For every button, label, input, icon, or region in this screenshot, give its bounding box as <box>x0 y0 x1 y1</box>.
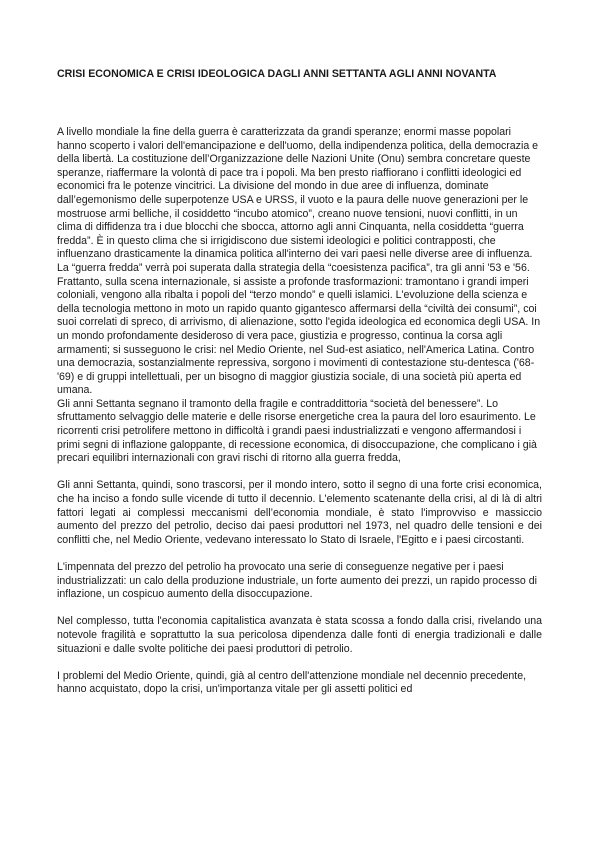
paragraph-gap <box>57 466 542 480</box>
paragraph-seventies-decline: Gli anni Settanta segnano il tramonto della fragile e contraddittoria “società del benessere”. Lo sfruttamento selvaggio delle materie e delle risorse energetiche crea la paura del loro esaurimento. Le ricorrenti crisi petrolifere mettono in difficoltà i grandi paesi industrializzati e vengono affermandosi i primi segni di inflazione galoppante, di recessione economica, di disoccupazione, che complicano i già precari equilibri internazionali con gravi rischi di ritorno alla guerra fredda, <box>57 397 537 465</box>
document-body <box>57 126 542 697</box>
paragraph-international-scene: Frattanto, sulla scena internazionale, si assiste a profonde trasformazioni: tramontano i grandi imperi coloniali, vengono alla ribalta i popoli del “terzo mondo” e quelli islamici. L'evoluzione della scienza e della tecnologia mettono in moto un rapido quanto gigantesco affermarsi della “civiltà dei consumi”, coi suoi correlati di spreco, di arrivismo, di alienazione, sotto l'egida ideologica ed economica degli USA. In un mondo profondamente desideroso di vera pace, giustizia e progresso, continua la corsa agli armamenti; si susseguono le crisi: nel Medio Oriente, nel Sud-est asiatico, nell'America Latina. Contro una democrazia, sostanzialmente repressiva, sorgono i movimenti di contestazione stu-dentesca ('68-'69) e di gruppi intellettuali, per un bisogno di maggior giustizia sociale, di una società più aperta ed umana. <box>57 275 541 397</box>
paragraph-gap <box>57 547 542 561</box>
paragraph-capitalist-economy: Nel complesso, tutta l'economia capitalistica avanzata è stata scossa a fondo dalla crisi, rivelando una notevole fragilità e soprattutto la sua pericolosa dipendenza dalle fonti di energia tradizionali e dalle situazioni e dalle svolte politiche dei paesi produttori di petrolio. <box>57 615 542 655</box>
paragraph-gap <box>57 656 542 670</box>
document-title: CRISI ECONOMICA E CRISI IDEOLOGICA DAGLI ANNI SETTANTA AGLI ANNI NOVANTA <box>57 68 497 80</box>
paragraph-middle-east: I problemi del Medio Oriente, quindi, già al centro dell'attenzione mondiale nel decennio precedente, hanno acquistato, dopo la crisi, un'importanza vitale per gli assetti politici ed <box>57 669 527 696</box>
paragraph-postwar: A livello mondiale la fine della guerra è caratterizzata da grandi speranze; enormi masse popolari hanno scoperto i valori dell'emancipazione e dell'uomo, della indipendenza politica, della democrazia e della libertà. La costituzione dell’Organizzazione delle Nazioni Unite (Onu) sembra concretare queste speranze, riaffermare la volontà di pace tra i popoli. Ma ben presto riaffiorano i conflitti ideologici ed economici fra le potenze vincitrici. La divisione del mondo in due aree di influenza, dominate dall’egemonismo delle superpotenze USA e URSS, il vuoto e la paura delle nuove generazioni per le mostruose armi belliche, il cosiddetto “incubo atomico”, creano nuove tensioni, nuovi conflitti, in un clima di diffidenza tra i due blocchi che sbocca, attorno agli anni Cinquanta, nella cosiddetta “guerra fredda”. È in questo clima che si irrigidiscono due sistemi ideologici e politici contrapposti, che influenzano drasticamente la dinamica politica all'interno dei vari paesi nelle diverse aree di influenza. La “guerra fredda” verrà poi superata dalla strategia della “coesistenza pacifica”, tra gli anni '53 e '56. <box>57 126 539 274</box>
paragraph-oil-price: L'impennata del prezzo del petrolio ha provocato una serie di conseguenze negative per i paesi industrializzati: un calo della produzione industriale, un forte aumento dei prezzi, un rapido processo di inflazione, un cospicuo aumento della disoccupazione. <box>57 561 537 601</box>
paragraph-gap <box>57 602 542 616</box>
paragraph-economic-crisis: Gli anni Settanta, quindi, sono trascorsi, per il mondo intero, sotto il segno di una forte crisi economica, che ha inciso a fondo sulle vicende di tutto il decennio. L'elemento scatenante della crisi, al di là di altri fattori legati ai complessi meccanismi dell’economia mondiale, è stato l'improvviso e massiccio aumento del prezzo del petrolio, deciso dai paesi produttori nel 1973, nel quadro delle tensioni e dei conflitti che, nel Medio Oriente, vedevano interessato lo Stato di Israele, l'Egitto e i paesi circostanti. <box>57 479 542 546</box>
